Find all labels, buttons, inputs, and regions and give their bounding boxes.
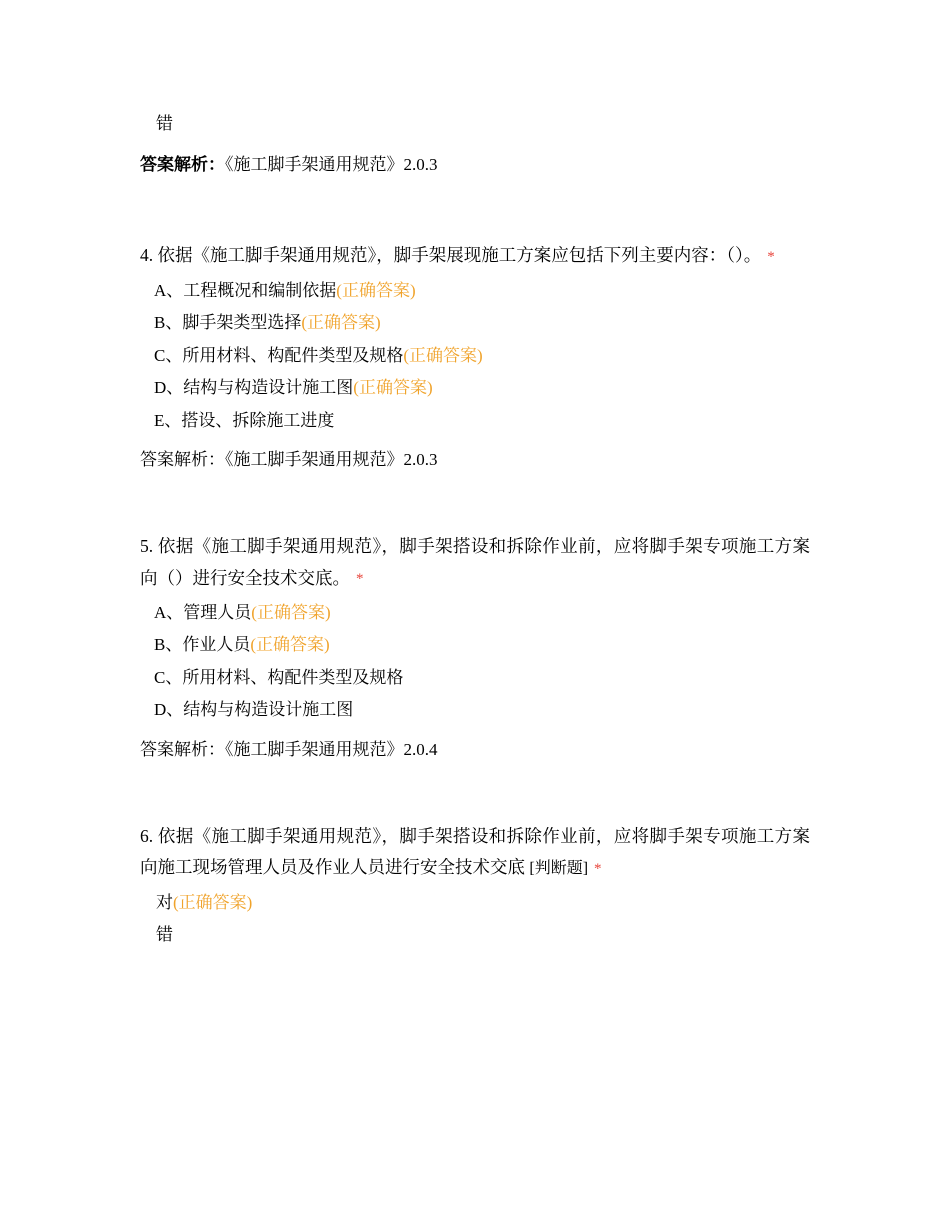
option-false[interactable] — [156, 921, 810, 949]
option-b[interactable] — [154, 631, 810, 659]
required-mark: * — [767, 249, 775, 266]
option-key: B、 — [154, 635, 183, 655]
question-body: 依据《施工脚手架通用规范》，脚手架展现施工方案应包括下列主要内容：（）。 — [157, 245, 762, 266]
question-number: 5. — [140, 536, 154, 557]
option-d[interactable] — [154, 696, 810, 724]
question-stem — [140, 531, 810, 593]
option-key: D、 — [154, 700, 184, 720]
option-false: 错 — [156, 114, 173, 133]
analysis-reference: 《施工脚手架通用规范》2.0.4 — [225, 739, 438, 759]
option-key: E、 — [154, 410, 182, 430]
option-d[interactable] — [154, 374, 810, 402]
option-text: 所用材料、构配件类型及规格 — [182, 345, 404, 365]
option-text: 错 — [156, 925, 173, 945]
answer-analysis — [140, 736, 810, 763]
option-text: 结构与构造设计施工图 — [183, 700, 354, 720]
option-text: 管理人员 — [183, 602, 252, 622]
correct-answer-tag: (正确答案) — [173, 892, 253, 912]
option-key: D、 — [154, 378, 184, 398]
analysis-label: 答案解析： — [140, 450, 225, 470]
required-mark: * — [356, 571, 364, 588]
question-body: 依据《施工脚手架通用规范》，脚手架搭设和拆除作业前，应将脚手架专项施工方案向（）进行安全技术交底。 — [140, 536, 811, 588]
option-a[interactable] — [154, 277, 810, 305]
option-true[interactable] — [156, 889, 810, 917]
question-type-tag: [判断题] — [529, 860, 589, 878]
correct-answer-tag: (正确答案) — [250, 635, 330, 655]
option-c[interactable] — [154, 664, 810, 692]
analysis-label: 答案解析： — [140, 155, 225, 175]
question-stem — [140, 821, 810, 884]
option-text: 工程概况和编制依据 — [183, 280, 337, 300]
analysis-reference: 《施工脚手架通用规范》2.0.3 — [225, 450, 438, 470]
option-a[interactable] — [154, 599, 810, 627]
correct-answer-tag: (正确答案) — [353, 378, 433, 398]
option-key: C、 — [154, 667, 183, 687]
option-text: 所用材料、构配件类型及规格 — [182, 667, 404, 687]
option-text: 作业人员 — [182, 635, 251, 655]
option-key: C、 — [154, 345, 183, 365]
question-5 — [140, 531, 810, 763]
option-text: 脚手架类型选择 — [182, 313, 302, 333]
question-body: 依据《施工脚手架通用规范》，脚手架搭设和拆除作业前，应将脚手架专项施工方案向施工现场管理人员及作业人员进行安全技术交底 — [140, 825, 811, 878]
question-number: 4. — [140, 245, 154, 266]
previous-question-tail — [140, 110, 810, 178]
question-number: 6. — [140, 825, 154, 846]
correct-answer-tag: (正确答案) — [336, 280, 416, 300]
option-c[interactable] — [154, 342, 810, 370]
option-text: 搭设、拆除施工进度 — [181, 410, 335, 430]
option-b[interactable] — [154, 309, 810, 337]
correct-answer-tag: (正确答案) — [251, 602, 331, 622]
option-text: 对 — [156, 892, 173, 912]
answer-analysis — [140, 151, 810, 178]
question-stem — [140, 240, 810, 271]
analysis-reference: 《施工脚手架通用规范》2.0.3 — [225, 155, 438, 175]
option-text: 结构与构造设计施工图 — [183, 378, 354, 398]
question-6 — [140, 821, 810, 949]
option-key: B、 — [154, 313, 183, 333]
question-4 — [140, 240, 810, 473]
required-mark: * — [594, 860, 602, 877]
analysis-label: 答案解析： — [140, 739, 225, 759]
option-key: A、 — [154, 602, 184, 622]
option-e[interactable] — [154, 407, 810, 435]
correct-answer-tag: (正确答案) — [301, 313, 381, 333]
answer-analysis — [140, 446, 810, 473]
correct-answer-tag: (正确答案) — [403, 345, 483, 365]
option-key: A、 — [154, 280, 184, 300]
